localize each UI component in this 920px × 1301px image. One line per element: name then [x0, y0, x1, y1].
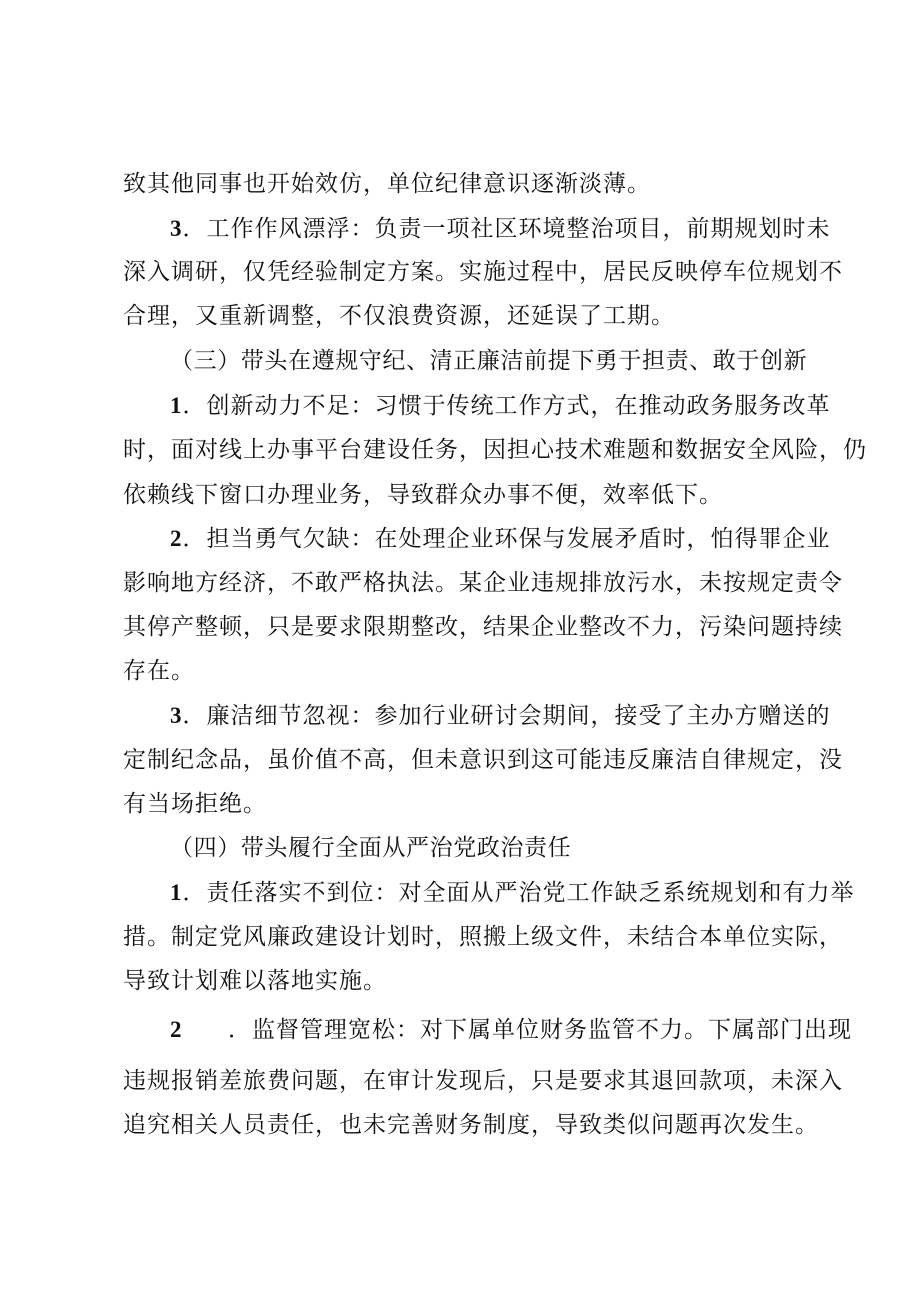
- item-number: 2: [170, 526, 183, 551]
- paragraph-line: 其停产整顿，只是要求限期整改，结果企业整改不力，污染问题持续: [123, 614, 843, 640]
- list-item-line: 1．创新动力不足：习惯于传统工作方式，在推动政务服务改革: [170, 393, 831, 419]
- paragraph-line: 影响地方经济，不敢严格执法。某企业违规排放污水，未按规定责令: [123, 570, 843, 596]
- list-item-line: 2 ．监督管理宽松：对下属单位财务监管不力。下属部门出现: [170, 1010, 815, 1050]
- paragraph-line: 措。制定党风廉政建设计划时，照搬上级文件，未结合本单位实际，: [123, 924, 843, 950]
- paragraph-line: 依赖线下窗口办理业务，导致群众办事不便，效率低下。: [123, 482, 723, 508]
- item-number: 1: [170, 880, 183, 905]
- section-heading: （四）带头履行全面从严治党政治责任: [170, 835, 572, 861]
- paragraph-line: 存在。: [123, 658, 195, 684]
- list-item-line: 3．廉洁细节忽视：参加行业研讨会期间，接受了主办方赠送的: [170, 703, 831, 729]
- paragraph-line: 致其他同事也开始效仿，单位纪律意识逐渐淡薄。: [123, 171, 651, 197]
- paragraph-line: 有当场拒绝。: [123, 791, 267, 817]
- item-number: 2: [170, 1017, 183, 1042]
- item-number: 3: [170, 703, 183, 728]
- section-heading: （三）带头在遵规守纪、清正廉洁前提下勇于担责、敢于创新: [170, 348, 808, 374]
- list-item-line: 2．担当勇气欠缺：在处理企业环保与发展矛盾时，怕得罪企业: [170, 526, 831, 552]
- paragraph-line: 追究相关人员责任，也未完善财务制度，导致类似问题再次发生。: [123, 1112, 819, 1138]
- paragraph-line: 导致计划难以落地实施。: [123, 968, 387, 994]
- paragraph-line: 深入调研，仅凭经验制定方案。实施过程中，居民反映停车位规划不: [123, 259, 843, 285]
- list-item-line: 3．工作作风漂浮：负责一项社区环境整治项目，前期规划时未: [170, 216, 831, 242]
- paragraph-line: 违规报销差旅费问题，在审计发现后，只是要求其退回款项，未深入: [123, 1068, 843, 1094]
- item-number: 1: [170, 393, 183, 418]
- paragraph-line: 定制纪念品，虽价值不高，但未意识到这可能违反廉洁自律规定，没: [123, 747, 843, 773]
- item-number: 3: [170, 216, 183, 241]
- paragraph-line: 合理，又重新调整，不仅浪费资源，还延误了工期。: [123, 303, 675, 329]
- list-item-line: 1．责任落实不到位：对全面从严治党工作缺乏系统规划和有力举: [170, 880, 855, 906]
- paragraph-line: 时，面对线上办事平台建设任务，因担心技术难题和数据安全风险，仍: [123, 437, 867, 463]
